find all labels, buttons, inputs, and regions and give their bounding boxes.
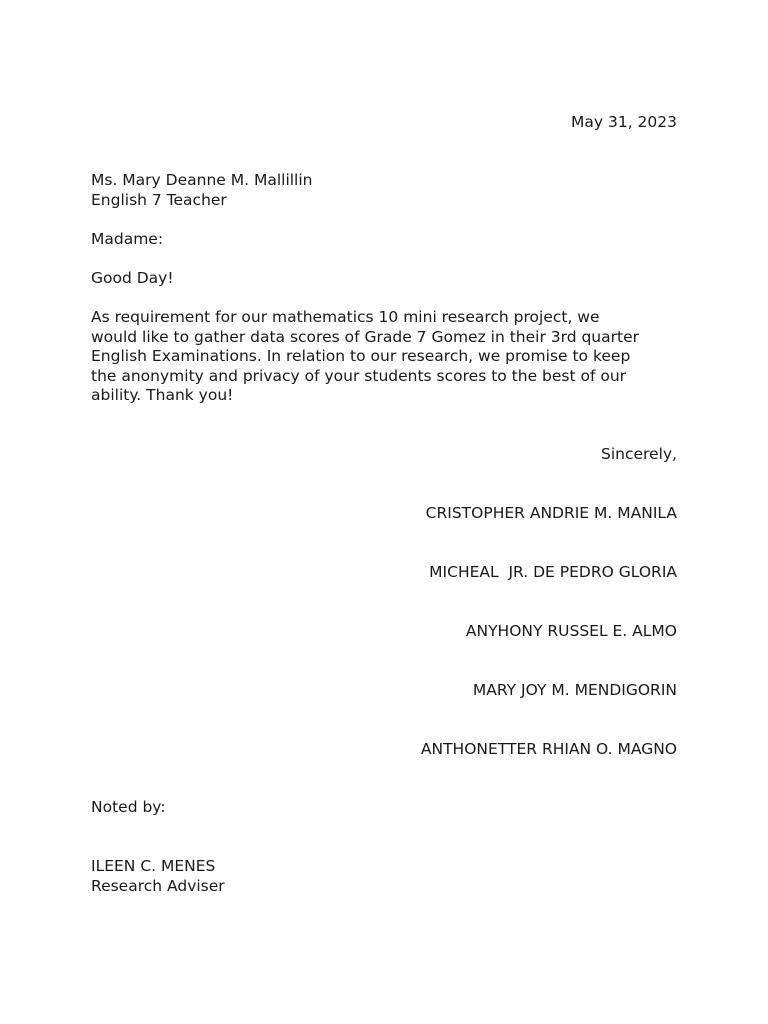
greeting: Good Day! xyxy=(91,269,174,287)
recipient-name: Ms. Mary Deanne M. Mallillin xyxy=(91,171,313,189)
signatory-name: ANYHONY RUSSEL E. ALMO xyxy=(465,622,677,640)
body-line: As requirement for our mathematics 10 mini research project, we xyxy=(91,308,600,326)
body-line: would like to gather data scores of Grade 7 Gomez in their 3rd quarter xyxy=(91,327,639,346)
noted-by-label: Noted by: xyxy=(91,798,166,816)
signatory-name: ANTHONETTER RHIAN O. MAGNO xyxy=(420,740,677,758)
closing: Sincerely, xyxy=(600,445,677,463)
letter-body xyxy=(91,308,691,406)
adviser-name: ILEEN C. MENES xyxy=(91,857,216,875)
signatory-name: CRISTOPHER ANDRIE M. MANILA xyxy=(425,504,677,522)
salutation: Madame: xyxy=(91,230,164,248)
body-line: the anonymity and privacy of your students scores to the best of our xyxy=(91,366,627,385)
adviser-title: Research Adviser xyxy=(91,877,225,895)
body-line: English Examinations. In relation to our research, we promise to keep xyxy=(91,347,631,366)
signatory-name: MICHEAL JR. DE PEDRO GLORIA xyxy=(429,563,677,581)
body-line: ability. Thank you! xyxy=(91,386,234,405)
signatory-name: MARY JOY M. MENDIGORIN xyxy=(472,681,677,699)
letter-date: May 31, 2023 xyxy=(571,113,677,131)
recipient-title: English 7 Teacher xyxy=(91,191,227,209)
